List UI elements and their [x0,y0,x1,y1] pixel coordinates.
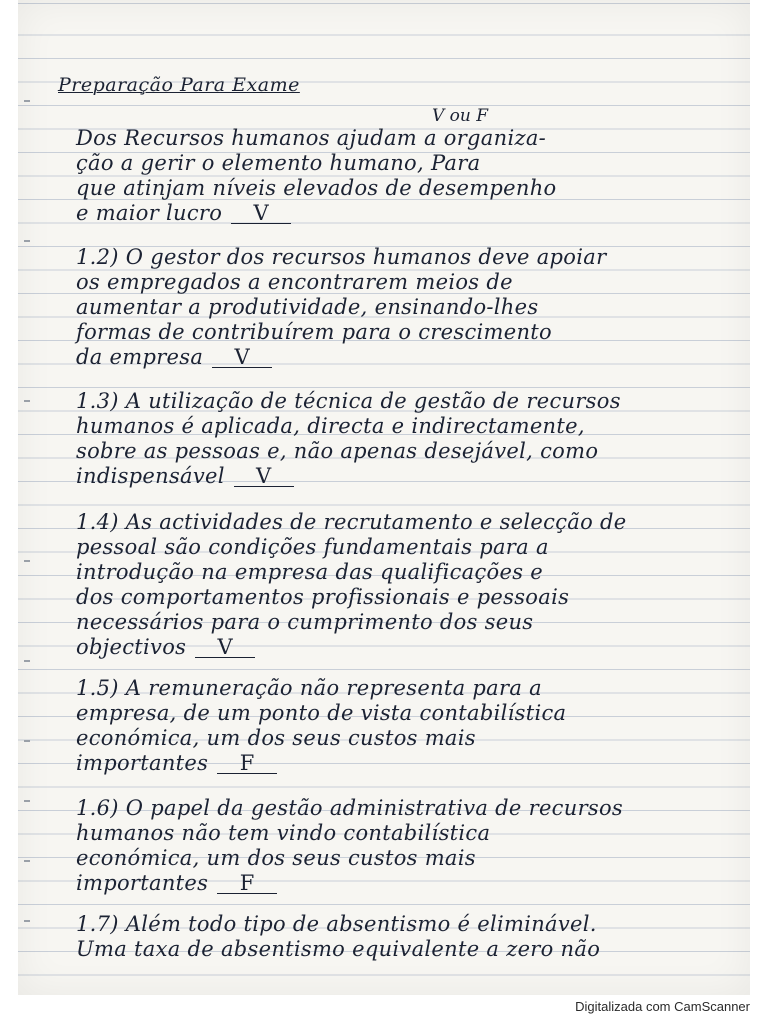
question-6-line-3: económica, um dos seus custos mais [76,846,476,870]
scanner-watermark: Digitalizada com CamScanner [575,999,750,1014]
question-7-line-1: 1.7) Além todo tipo de absentismo é eliminável. [76,912,597,936]
question-1-line-2: ção a gerir o elemento humano, Para [76,151,481,175]
question-5-line-3: económica, um dos seus custos mais [76,726,476,750]
question-5-answer: F [217,753,277,774]
question-4-last-text: objectivos [76,635,187,659]
question-2-line-3: aumentar a produtividade, ensinando-lhes [76,295,539,319]
question-1-line-1: Dos Recursos humanos ajudam a organiza- [76,126,547,150]
question-3-last-text: indispensável [76,464,225,488]
question-2-line-4: formas de contribuírem para o crescimento [76,320,552,344]
question-4-line-6 [76,635,255,659]
question-2-line-1: 1.2) O gestor dos recursos humanos deve apoiar [76,245,607,269]
question-1-line-4 [76,201,291,225]
true-false-label: V ou F [432,106,489,126]
question-5-line-4 [76,751,277,775]
question-4-line-5: necessários para o cumprimento dos seus [76,610,534,634]
question-5-line-2: empresa, de um ponto de vista contabilística [76,701,567,725]
question-1-line-3: que atinjam níveis elevados de desempenho [76,176,557,200]
question-4-answer: V [195,637,255,658]
question-6-line-2: humanos não tem vindo contabilística [76,821,491,845]
question-3-line-3: sobre as pessoas e, não apenas desejável, como [76,439,599,463]
question-6-last-text: importantes [76,871,209,895]
question-2-line-5 [76,345,272,369]
question-4-line-1: 1.4) As actividades de recrutamento e selecção de [76,510,627,534]
question-5-last-text: importantes [76,751,209,775]
page-margin-marks [24,40,34,980]
question-4-line-4: dos comportamentos profissionais e pessoais [76,585,570,609]
question-3-line-4 [76,464,294,488]
question-1-answer: V [231,203,291,224]
question-7-line-2: Uma taxa de absentismo equivalente a zero não [76,937,601,961]
question-2-line-2: os empregados a encontrarem meios de [76,270,513,294]
question-3-answer: V [234,466,294,487]
question-4-line-3: introdução na empresa das qualificações e [76,560,543,584]
question-4-line-2: pessoal são condições fundamentais para a [76,535,549,559]
question-3-line-1: 1.3) A utilização de técnica de gestão de recursos [76,389,621,413]
question-6-line-4 [76,871,277,895]
question-2-last-text: da empresa [76,345,204,369]
question-6-line-1: 1.6) O papel da gestão administrativa de recursos [76,796,624,820]
question-3-line-2: humanos é aplicada, directa e indirectamente, [76,414,585,438]
question-1-last-text: e maior lucro [76,201,223,225]
question-5-line-1: 1.5) A remuneração não representa para a [76,676,542,700]
page-title: Preparação Para Exame [58,74,300,96]
question-6-answer: F [217,873,277,894]
question-2-answer: V [212,347,272,368]
